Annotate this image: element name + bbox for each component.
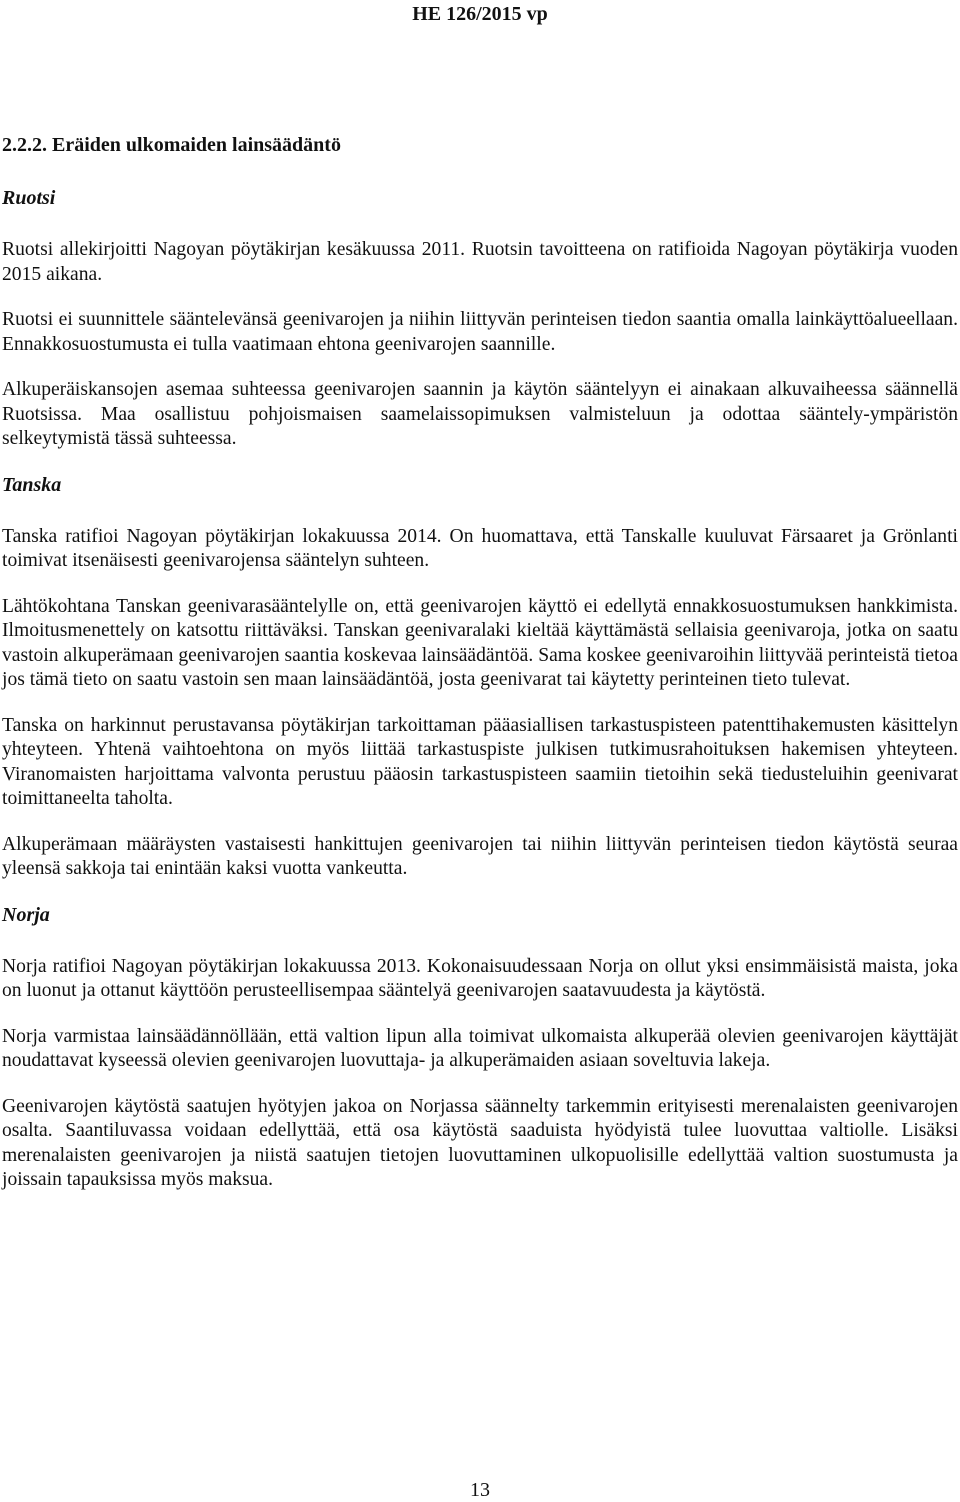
country-heading-ruotsi: Ruotsi [2, 187, 56, 209]
paragraph: Ruotsi allekirjoitti Nagoyan pöytäkirjan kesäkuussa 2011. Ruotsin tavoitteena on ratifioida Nagoyan pöytäkirja vuoden 2015 aikana. [2, 239, 958, 285]
document-id-header: HE 126/2015 vp [412, 3, 548, 25]
paragraph: Geenivarojen käytöstä saatujen hyötyjen jakoa on Norjassa säännelty tarkemmin erityisesti merenalaisten geenivarojen osalta. Saantiluvassa voidaan edellyttää, että osa käytöstä saaduista hyödyistä tulee luovuttaa valtiolle. Lisäksi merenalaisten geenivarojen ja niistä saatujen tietojen luovuttaminen ulkopuolisille edellyttää valtion suostumusta ja joissain tapauksissa myös maksua. [2, 1095, 958, 1190]
country-heading-norja: Norja [2, 903, 50, 926]
paragraph: Norja ratifioi Nagoyan pöytäkirjan lokakuussa 2013. Kokonaisuudessaan Norja on ollut yksi ensimmäisistä maista, joka on luonut ja ottanut käyttöön perusteellisempaa sääntelyä geenivarojen saatavuudesta ja käytöstä. [2, 955, 958, 1001]
paragraph: Tanska ratifioi Nagoyan pöytäkirjan lokakuussa 2014. On huomattava, että Tanskalle kuuluvat Färsaaret ja Grönlanti toimivat itsenäisesti geenivarojensa sääntelyn suhteen. [2, 525, 958, 571]
section-number: 2.2.2. [2, 134, 47, 156]
section-heading [2, 132, 958, 158]
document-body [2, 132, 958, 1193]
paragraph: Alkuperämaan määräysten vastaisesti hankittujen geenivarojen tai niihin liittyvän perinteisen tiedon käytöstä seuraa yleensä sakkoja tai enintään kaksi vuotta vankeutta. [2, 833, 958, 879]
paragraph: Ruotsi ei suunnittele sääntelevänsä geenivarojen ja niihin liittyvän perinteisen tiedon saantia omalla lainkäyttöalueellaan. Ennakkosuostumusta ei tulla vaatimaan ehtona geenivarojen saannille. [2, 309, 958, 355]
paragraph: Tanska on harkinnut perustavansa pöytäkirjan tarkoittaman pääasiallisen tarkastuspisteen patenttihakemusten käsittelyn yhteyteen. Yhtenä vaihtoehtona on myös liittää tarkastuspiste julkisen tutkimusrahoituksen hakemisen yhteyteen. Viranomaisten harjoittama valvonta perustuu pääosin tarkastuspisteen saamiin tietoihin sekä tiedusteluihin geenivarat toimittaneelta taholta. [2, 714, 958, 809]
section-title: Eräiden ulkomaiden lainsäädäntö [52, 134, 341, 156]
paragraph: Lähtökohtana Tanskan geenivarasääntelylle on, että geenivarojen käyttö ei edellytä ennakkosuostumuksen hankkimista. Ilmoitusmenettely on katsottu riittäväksi. Tanskan geenivaralaki kieltää käyttämästä sellaisia geenivaroja, jotka on saatu vastoin alkuperämaan geenivarojen saantia koskevaa lainsäädäntöä. Sama koskee geenivaroihin liittyvää perinteistä tietoa jos tämä tieto on saatu vastoin sen maan lainsäädäntöä, josta geenivarat tai käytetty perinteinen tieto tulevat. [2, 595, 958, 690]
country-heading-tanska: Tanska [2, 473, 62, 496]
page-number: 13 [470, 1479, 490, 1501]
paragraph: Alkuperäiskansojen asemaa suhteessa geenivarojen saannin ja käytön sääntelyyn ei ainakaan alkuvaiheessa säännellä Ruotsissa. Maa osallistuu pohjoismaisen saamelaissopimuksen valmisteluun ja odottaa sääntely-ympäristön selkeytymistä tässä suhteessa. [2, 379, 958, 449]
paragraph: Norja varmistaa lainsäädännöllään, että valtion lipun alla toimivat ulkomaista alkuperää olevien geenivarojen käyttäjät noudattavat kyseessä olevien geenivarojen luovuttaja- ja alkuperämaiden asiaan soveltuvia lakeja. [2, 1025, 958, 1071]
